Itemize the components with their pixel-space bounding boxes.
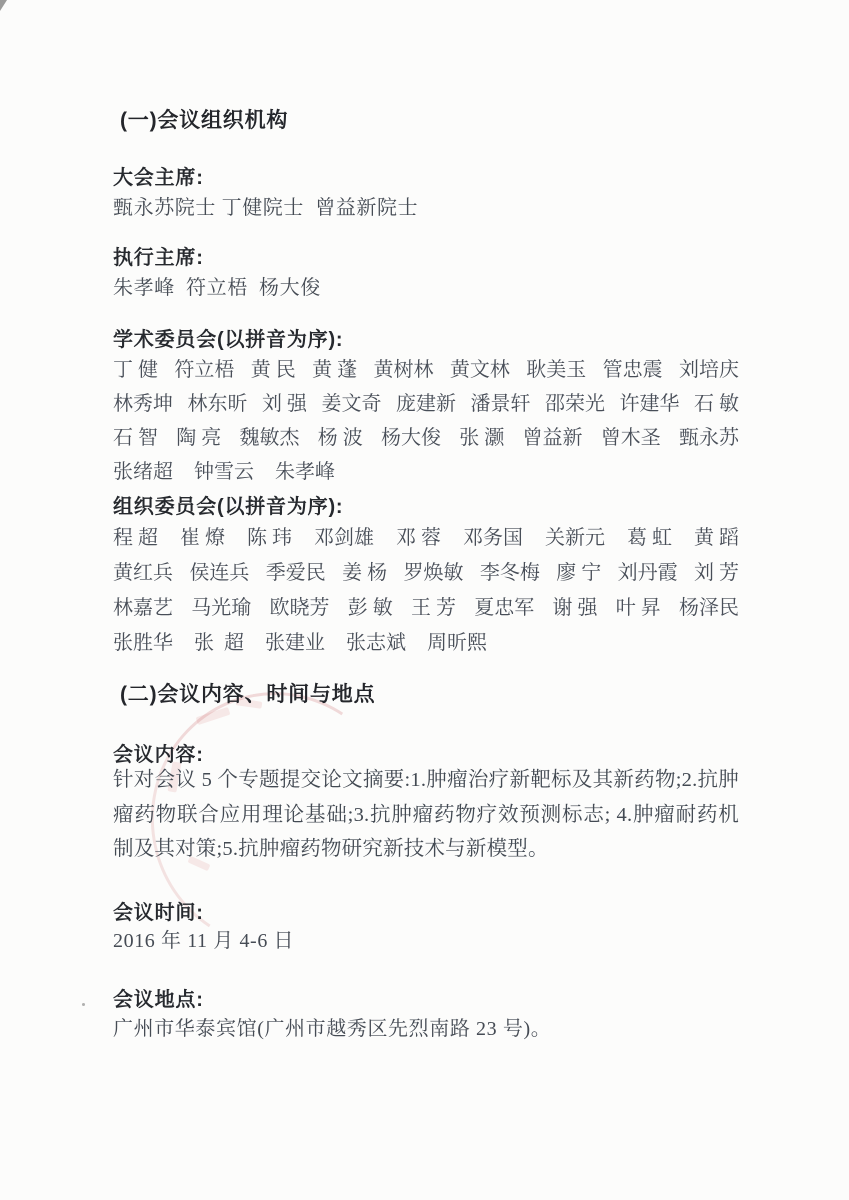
committee-member-name: 庞建新 xyxy=(396,393,456,415)
committee-member-name: 张建业 xyxy=(265,632,325,654)
committee-member-name: 侯连兵 xyxy=(189,562,250,584)
committee-member-name: 钟雪云 xyxy=(194,461,254,483)
committee-member-name: 黄红兵 xyxy=(113,562,173,584)
committee-member-name: 张 灏 xyxy=(459,427,505,449)
committee-member-name: 许建华 xyxy=(619,393,680,415)
committee-member-name: 张 超 xyxy=(194,632,244,654)
committee-member-name: 林嘉艺 xyxy=(113,597,173,619)
committee-member-name: 黄树林 xyxy=(373,359,434,381)
committee-member-name: 刘 芳 xyxy=(694,562,739,584)
scan-corner-artifact xyxy=(0,0,7,11)
section2-heading: (二)会议内容、时间与地点 xyxy=(120,683,376,706)
committee-member-name: 邵荣光 xyxy=(545,393,605,415)
meeting-time-value: 2016 年 11 月 4-6 日 xyxy=(113,930,295,952)
committee-member-name: 曾益新 xyxy=(522,427,583,449)
committee-member-name: 姜 杨 xyxy=(342,562,388,584)
conference-chair-label: 大会主席: xyxy=(113,167,204,189)
committee-member-name: 程 超 xyxy=(113,527,158,549)
committee-member-name: 廖 宁 xyxy=(556,562,602,584)
academic-committee-row xyxy=(113,421,739,450)
academic-committee-label: 学术委员会(以拼音为序): xyxy=(113,329,344,351)
committee-member-name: 姜文奇 xyxy=(321,393,382,415)
committee-member-name: 欧晓芳 xyxy=(269,597,330,619)
committee-member-name: 马光瑜 xyxy=(191,597,252,619)
meeting-content-paragraph: 针对会议 5 个专题提交论文摘要:1.肿瘤治疗新靶标及其新药物;2.抗肿瘤药物联合应用理论基础;3.抗肿瘤药物疗效预测标志; 4.肿瘤耐药机制及其对策;5.抗肿瘤药物研究新技术与新模型。 xyxy=(113,769,739,861)
academic-committee-row xyxy=(113,455,739,484)
organizing-committee-row xyxy=(113,521,739,550)
committee-member-name: 陈 玮 xyxy=(247,527,292,549)
committee-member-name: 杨泽民 xyxy=(679,597,739,619)
organizing-committee-row xyxy=(113,626,739,655)
committee-member-name: 邓务国 xyxy=(463,527,523,549)
committee-member-name: 葛 虹 xyxy=(627,527,672,549)
committee-member-name: 黄 蹈 xyxy=(694,527,739,549)
committee-member-name: 管忠震 xyxy=(602,359,663,381)
meeting-venue-label: 会议地点: xyxy=(113,989,204,1011)
committee-member-name: 张绪超 xyxy=(113,461,173,483)
section1-heading: (一)会议组织机构 xyxy=(120,109,289,132)
committee-member-name: 石 智 xyxy=(113,427,158,449)
committee-member-name: 张志斌 xyxy=(346,632,406,654)
committee-member-name: 魏敏杰 xyxy=(239,427,300,449)
committee-member-name: 邓 蓉 xyxy=(396,527,441,549)
committee-member-name: 邓剑雄 xyxy=(314,527,374,549)
meeting-venue-value: 广州市华泰宾馆(广州市越秀区先烈南路 23 号)。 xyxy=(113,1018,552,1040)
executive-chair-label: 执行主席: xyxy=(113,247,204,269)
committee-member-name: 刘培庆 xyxy=(679,359,739,381)
academic-committee-row xyxy=(113,387,739,416)
meeting-content-label: 会议内容: xyxy=(113,744,204,766)
committee-member-name: 刘 强 xyxy=(262,393,307,415)
committee-member-name: 罗焕敏 xyxy=(403,562,464,584)
committee-member-name: 李冬梅 xyxy=(479,562,540,584)
committee-member-name: 刘丹霞 xyxy=(617,562,678,584)
committee-member-name: 关新元 xyxy=(545,527,605,549)
committee-member-name: 石 敏 xyxy=(694,393,739,415)
committee-member-name: 陶 亮 xyxy=(176,427,222,449)
organizing-committee-row xyxy=(113,556,739,585)
committee-member-name: 杨大俊 xyxy=(381,427,441,449)
committee-member-name: 崔 燎 xyxy=(180,527,225,549)
committee-member-name: 杨 波 xyxy=(317,427,363,449)
committee-member-name: 夏忠军 xyxy=(474,597,535,619)
committee-member-name: 曾木圣 xyxy=(600,427,661,449)
meeting-time-label: 会议时间: xyxy=(113,902,204,924)
committee-member-name: 谢 强 xyxy=(552,597,598,619)
committee-member-name: 潘景轩 xyxy=(470,393,531,415)
committee-member-name: 王 芳 xyxy=(411,597,456,619)
committee-member-name: 叶 昇 xyxy=(615,597,661,619)
committee-member-name: 丁 健 xyxy=(113,359,158,381)
conference-chair-names: 甄永苏院士 丁健院士 曾益新院士 xyxy=(113,197,419,219)
organizing-committee-row xyxy=(113,591,739,620)
committee-member-name: 黄 民 xyxy=(250,359,296,381)
committee-member-name: 林东昕 xyxy=(187,393,248,415)
organizing-committee-label: 组织委员会(以拼音为序): xyxy=(113,496,344,518)
committee-member-name: 朱孝峰 xyxy=(275,461,335,483)
committee-member-name: 彭 敏 xyxy=(347,597,393,619)
committee-member-name: 黄 蓬 xyxy=(312,359,358,381)
academic-committee-row xyxy=(113,353,739,382)
committee-member-name: 周昕熙 xyxy=(427,632,487,654)
committee-member-name: 符立梧 xyxy=(174,359,235,381)
committee-member-name: 黄文林 xyxy=(449,359,510,381)
committee-member-name: 季爱民 xyxy=(265,562,326,584)
committee-member-name: 林秀坤 xyxy=(113,393,173,415)
scan-dot-artifact xyxy=(82,1003,85,1006)
executive-chair-names: 朱孝峰 符立梧 杨大俊 xyxy=(113,277,321,299)
committee-member-name: 耿美玉 xyxy=(526,359,587,381)
committee-member-name: 张胜华 xyxy=(113,632,173,654)
committee-member-name: 甄永苏 xyxy=(679,427,739,449)
